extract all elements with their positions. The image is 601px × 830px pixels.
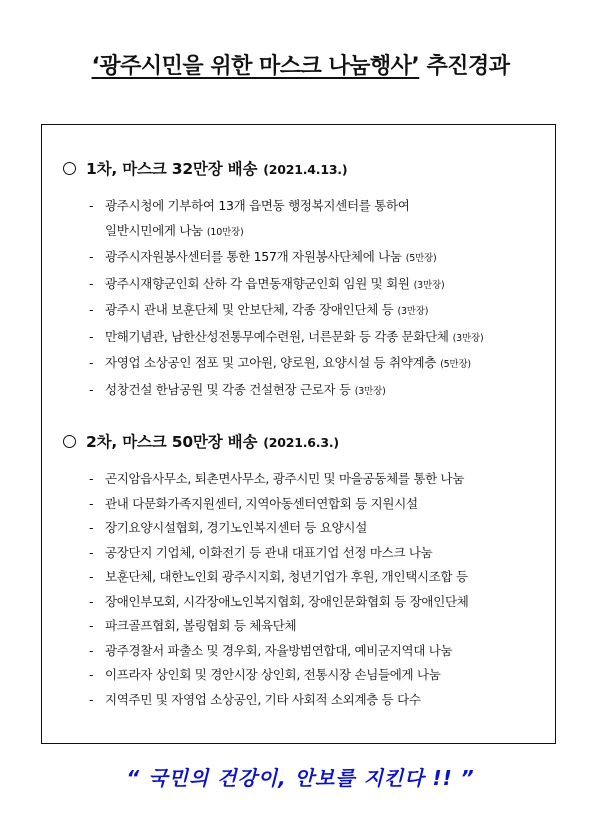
list-item: - 관내 다문화가족지원센터, 지역아동센터연합회 등 지원시설 [89,495,418,511]
list-item: - 장기요양시설협회, 경기노인복지센터 등 요양시설 [89,520,367,535]
list-item: - 광주시재향군인회 산하 각 읍면동재향군인회 임원 및 회원 (3만장) [89,275,445,291]
section-2-list [89,467,469,712]
section-1-date: (2021.4.13.) [263,162,348,177]
page-title [0,52,601,82]
list-item: - 보훈단체, 대한노인회 광주시지회, 청년기업가 후원, 개인택시조합 등 [89,569,468,584]
list-item: - 곤지암읍사무소, 퇴촌면사무소, 광주시민 및 마을공동체를 통한 나눔 [89,471,465,486]
list-item: - 광주시청에 기부하여 13개 읍면동 행정복지센터를 통하여 일반시민에게 나눔 (10만장) [89,198,410,238]
list-item: - 공장단지 기업체, 이화전기 등 관내 대표기업 선정 마스크 나눔 [89,544,433,560]
circle-bullet-icon [63,435,76,448]
list-item: - 광주경찰서 파출소 및 경우회, 자율방범연합대, 예비군지역대 나눔 [89,642,453,658]
slogan: “ 국민의 건강이, 안보를 지킨다 !! ” [126,766,475,790]
title-suffix: 추진경과 [419,54,510,79]
list-item: - 자영업 소상공인 점포 및 고아원, 양로원, 요양시설 등 취약계층 (5만장) [89,355,471,370]
list-item: - 이프라자 상인회 및 경안시장 상인회, 전통시장 손님들에게 나눔 [89,667,441,682]
list-item: - 지역주민 및 자영업 소상공인, 기타 사회적 소외계층 등 다수 [89,691,421,707]
list-item: - 광주시자원봉사센터를 통한 157개 자원봉사단체에 나눔 (5만장) [89,249,437,264]
content-box [41,124,556,744]
list-item: - 성창건설 한남공원 및 각종 건설현장 근로자 등 (3만장) [89,381,386,397]
title-underlined: ‘광주시민을 위한 마스크 나눔행사’ [91,54,420,79]
list-item: - 파크골프협회, 볼링협회 등 체육단체 [89,618,297,633]
section-1-list [89,194,483,404]
section-2-heading: 2차, 마스크 50만장 배송 (2021.6.3.) [63,431,339,454]
list-item: - 장애인부모회, 시각장애노인복지협회, 장애인문화협회 등 장애인단체 [89,593,469,609]
list-item: - 만해기념관, 남한산성전통무예수련원, 너른문화 등 각종 문화단체 (3만장) [89,328,484,344]
list-item: - 광주시 관내 보훈단체 및 안보단체, 각종 장애인단체 등 (3만장) [89,302,429,317]
section-1-heading: 1차, 마스크 32만장 배송 (2021.4.13.) [63,158,347,181]
section-2-date: (2021.6.3.) [263,435,339,450]
circle-bullet-icon [63,162,76,175]
